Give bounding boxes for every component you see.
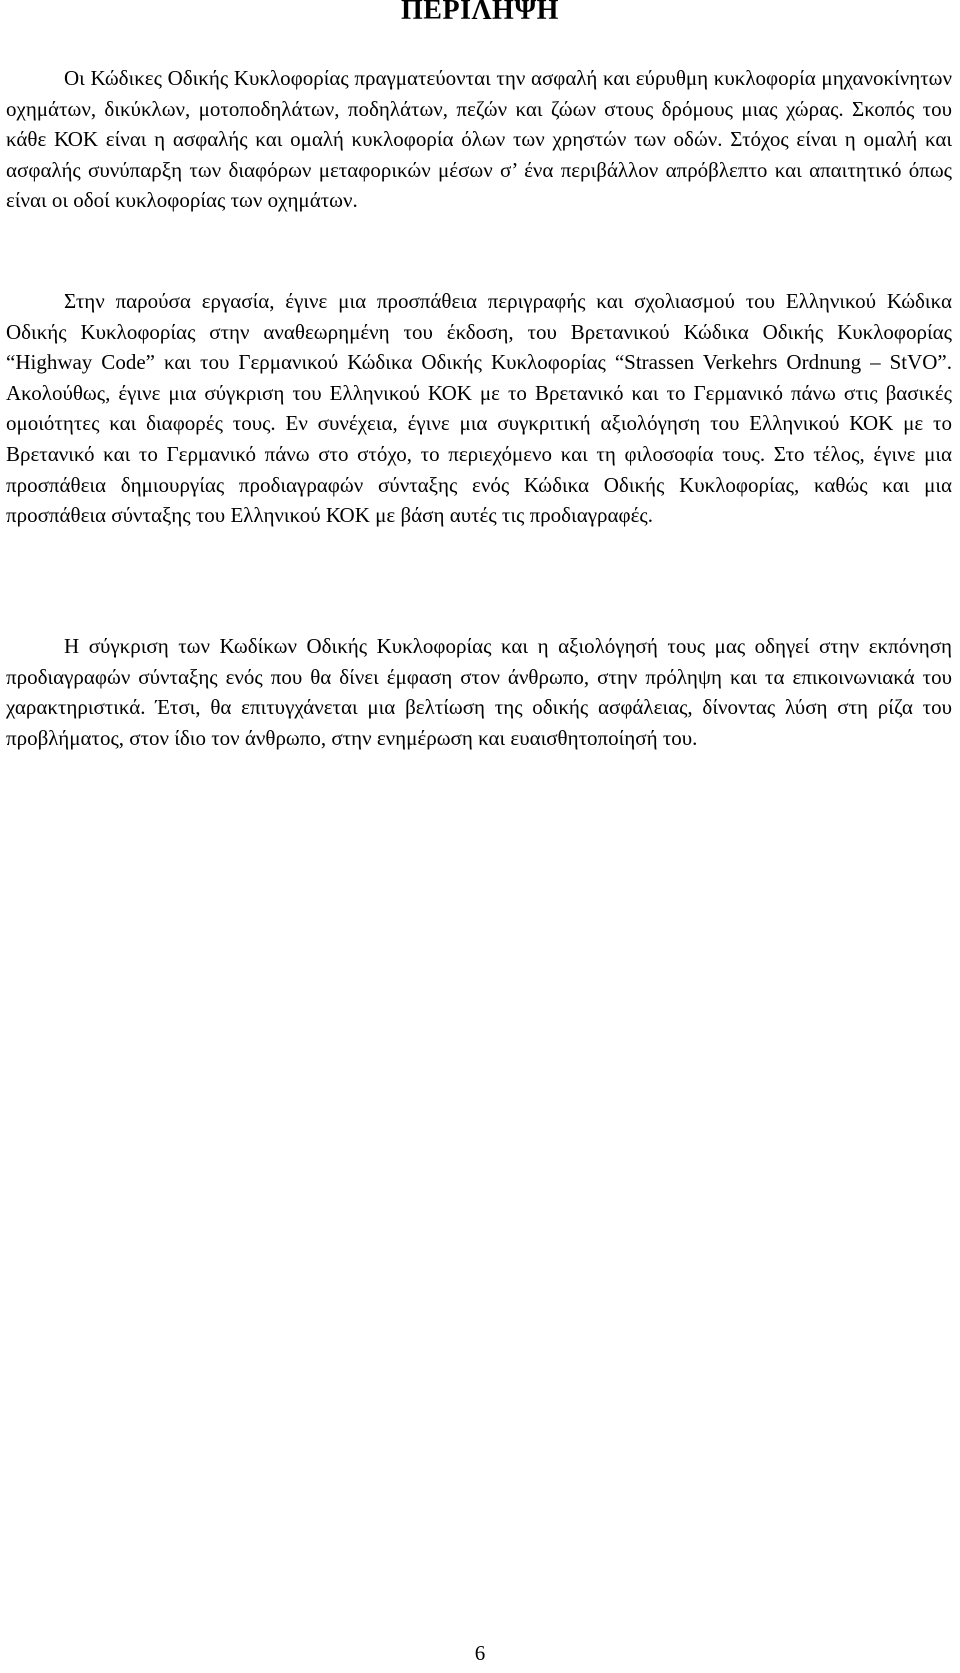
paragraph-method: Στην παρούσα εργασία, έγινε μια προσπάθεια περιγραφής και σχολιασμού του Ελληνικού Κώδικα Οδικής Κυκλοφορίας στην αναθεωρημένη του έκδοση, του Βρετανικού Κώδικα Οδικής Κυκλοφορίας “Highway Code” και του Γερμανικού Κώδικα Οδικής Κυκλοφορίας “Strassen Verkehrs Ordnung – StVO”. Ακολούθως, έγινε μια σύγκριση του Ελληνικού ΚΟΚ με το Βρετανικό και το Γερμανικό πάνω στις βασικές ομοιότητες και διαφορές τους. Εν συνέχεια, έγινε μια συγκριτική αξιολόγηση του Ελληνικού ΚΟΚ με το Βρετανικό και το Γερμανικό πάνω στο στόχο, το περιεχόμενο και τη φιλοσοφία τους. Στο τέλος, έγινε μια προσπάθεια δημιουργίας προδιαγραφών σύνταξης ενός Κώδικα Οδικής Κυκλοφορίας, καθώς και μια προσπάθεια σύνταξης του Ελληνικού ΚΟΚ με βάση αυτές τις προδιαγραφές. bbox=[6, 289, 952, 528]
page-title: ΠΕΡΙΛΗΨΗ bbox=[401, 0, 559, 26]
page-number: 6 bbox=[474, 1641, 486, 1665]
paragraph-intro: Οι Κώδικες Οδικής Κυκλοφορίας πραγματεύονται την ασφαλή και εύρυθμη κυκλοφορία μηχανοκίνητων οχημάτων, δικύκλων, μοτοποδηλάτων, ποδηλάτων, πεζών και ζώων στους δρόμους μιας χώρας. Σκοπός του κάθε ΚΟΚ είναι η ασφαλής και ομαλή κυκλοφορία όλων των χρηστών των οδών. Στόχος είναι η ομαλή και ασφαλής συνύπαρξη των διαφόρων μεταφορικών μέσων σ’ ένα περιβάλλον απρόβλεπτο και απαιτητικό όπως είναι οι οδοί κυκλοφορίας των οχημάτων. bbox=[6, 66, 952, 213]
paragraph-conclusion: Η σύγκριση των Κωδίκων Οδικής Κυκλοφορίας και η αξιολόγησή τους μας οδηγεί στην εκπόνηση προδιαγραφών σύνταξης ενός που θα δίνει έμφαση στον άνθρωπο, στην πρόληψη και τα επικοινωνιακά του χαρακτηριστικά. Έτσι, θα επιτυγχάνεται μια βελτίωση της οδικής ασφάλειας, δίνοντας λύση στη ρίζα του προβλήματος, στον ίδιο τον άνθρωπο, στην ενημέρωση και ευαισθητοποίησή του. bbox=[6, 634, 952, 750]
